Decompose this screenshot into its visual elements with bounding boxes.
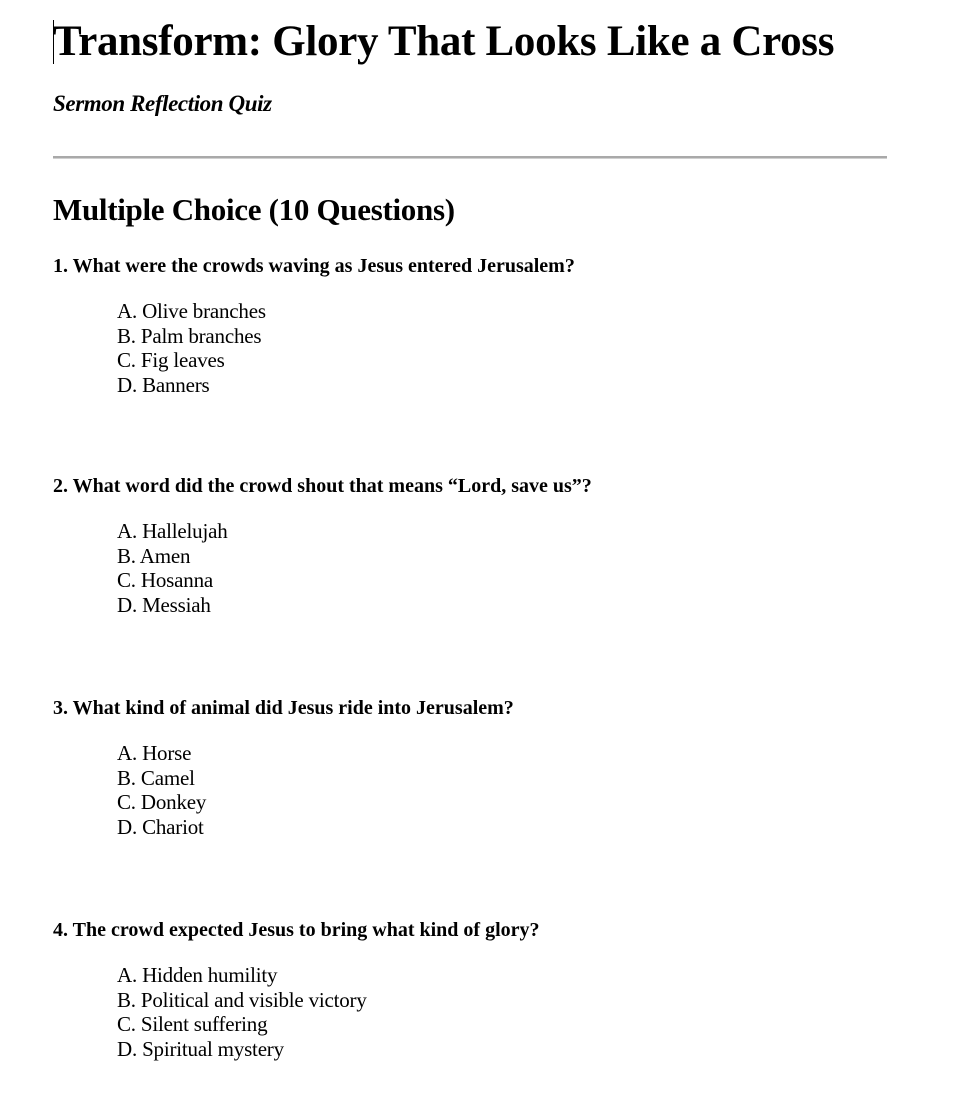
option-b: B. Amen bbox=[117, 543, 191, 568]
question-1 bbox=[53, 253, 887, 398]
document-subtitle: Sermon Reflection Quiz bbox=[53, 91, 272, 116]
option-b: B. Camel bbox=[117, 765, 195, 790]
question-text: 3. What kind of animal did Jesus ride into Jerusalem? bbox=[53, 697, 514, 719]
answer-options bbox=[117, 299, 266, 398]
option-d: D. Chariot bbox=[117, 815, 204, 840]
question-text: 1. What were the crowds waving as Jesus entered Jerusalem? bbox=[53, 255, 575, 277]
option-c: C. Silent suffering bbox=[117, 1012, 268, 1037]
option-b: B. Political and visible victory bbox=[117, 987, 367, 1012]
answer-options bbox=[117, 741, 206, 840]
option-a: A. Olive branches bbox=[117, 299, 266, 323]
question-4 bbox=[53, 917, 887, 1062]
option-c: C. Hosanna bbox=[117, 568, 213, 593]
option-d: D. Banners bbox=[117, 373, 210, 398]
question-text: 4. The crowd expected Jesus to bring what kind of glory? bbox=[53, 919, 540, 941]
answer-options bbox=[117, 519, 228, 618]
option-a: A. Horse bbox=[117, 741, 192, 765]
option-a: A. Hallelujah bbox=[117, 519, 228, 543]
section-heading: Multiple Choice (10 Questions) bbox=[53, 192, 455, 227]
question-3 bbox=[53, 695, 887, 840]
question-text: 2. What word did the crowd shout that means “Lord, save us”? bbox=[53, 475, 592, 497]
option-c: C. Fig leaves bbox=[117, 348, 225, 373]
option-d: D. Messiah bbox=[117, 593, 211, 618]
question-2 bbox=[53, 473, 887, 618]
horizontal-rule bbox=[53, 156, 887, 159]
option-d: D. Spiritual mystery bbox=[117, 1037, 284, 1062]
option-b: B. Palm branches bbox=[117, 323, 262, 348]
option-a: A. Hidden humility bbox=[117, 963, 278, 987]
answer-options bbox=[117, 963, 367, 1062]
document-title: Transform: Glory That Looks Like a Cross bbox=[53, 18, 835, 65]
option-c: C. Donkey bbox=[117, 790, 207, 815]
